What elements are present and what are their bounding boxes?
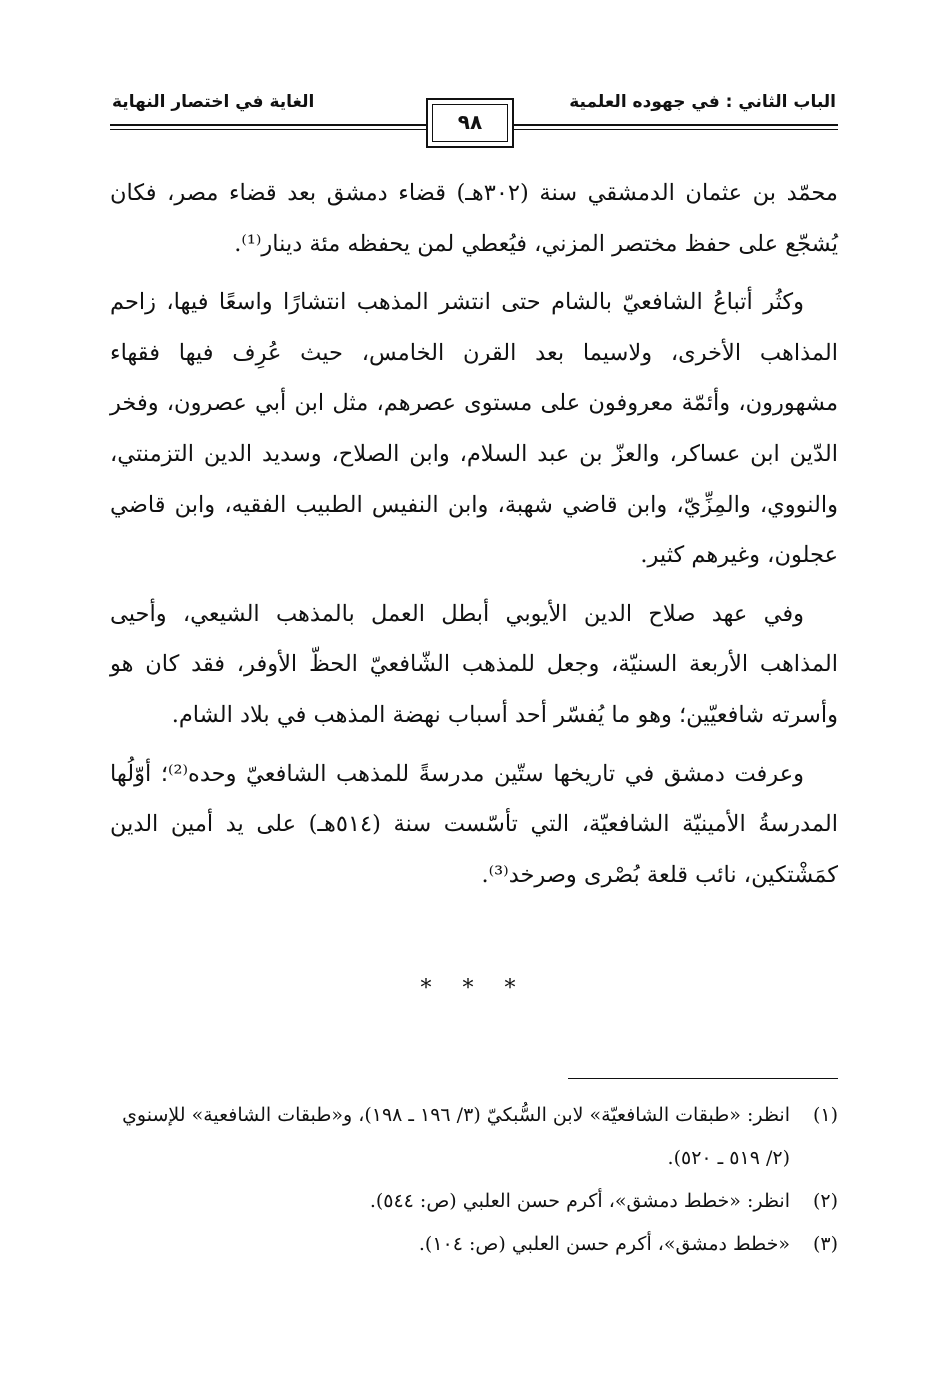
page-number-frame [426, 98, 514, 148]
footnotes [110, 1094, 838, 1266]
main-text [110, 168, 838, 908]
chapter-title: الباب الثاني : في جهوده العلمية [569, 92, 836, 112]
footnote [110, 1223, 838, 1266]
footnote-rule [568, 1078, 838, 1079]
paragraph: وفي عهد صلاح الدين الأيوبي أبطل العمل بالمذهب الشيعي، وأحيى المذاهب الأربعة السنيّة، وجعل للمذهب الشّافعيّ الحظّ الأوفر، فقد كان هو وأسرته شافعيّين؛ وهو ما يُفسّر أحد أسباب نهضة المذهب في بلاد الشام. [110, 600, 838, 728]
book-title: الغاية في اختصار النهاية [112, 92, 315, 112]
paragraph: محمّد بن عثمان الدمشقي سنة (٣٠٢هـ) قضاء دمشق بعد قضاء مصر، فكان يُشجّع على حفظ مختصر المزني، فيُعطي لمن يحفظه مئة دينار⁽¹⁾. [110, 180, 838, 257]
footnote-text: «خطط دمشق»، أكرم حسن العلبي (ص: ١٠٤). [418, 1233, 790, 1255]
page-number: ٩٨ [457, 110, 483, 134]
footnote [110, 1094, 838, 1180]
footnote-text: انظر: «خطط دمشق»، أكرم حسن العلبي (ص: ٥٤٤). [369, 1190, 790, 1212]
paragraph: وعرفت دمشق في تاريخها ستّين مدرسةً للمذهب الشافعيّ وحده⁽²⁾؛ أوّلُها المدرسةُ الأمينيّة الشافعيّة، التي تأسّست سنة (٥١٤هـ) على يد أمين الدين كمَشْتكين، نائب قلعة بُصْرى وصرخد⁽³⁾. [110, 760, 839, 888]
section-separator: * * * [420, 976, 528, 1001]
footnote-text: انظر: «طبقات الشافعيّة» لابن السُّبكيّ (٣/ ١٩٦ ـ ١٩٨)، و«طبقات الشافعية» للإسنوي (٢/ ٥١٩ ـ ٥٢٠). [122, 1104, 790, 1169]
footnote-number: (١) [812, 1104, 838, 1126]
footnote-number: (٢) [812, 1190, 838, 1212]
paragraph: وكثُر أتباعُ الشافعيّ بالشام حتى انتشر المذهب انتشارًا واسعًا فيها، زاحم المذاهب الأخرى، ولاسيما بعد القرن الخامس، حيث عُرِف فيها فقهاء مشهورون، وأئمّة معروفون على مستوى عصرهم، مثل ابن أبي عصرون، وفخر الدّين ابن عساكر، والعزّ بن عبد السلام، وابن الصلاح، وسديد الدين التزمنتي، والنووي، والمِزِّيّ، وابن قاضي شهبة، وابن النفيس الطبيب الفقيه، وابن قاضي عجلون، وغيرهم كثير. [110, 289, 838, 569]
footnote-number: (٣) [812, 1233, 838, 1255]
footnote [110, 1180, 838, 1223]
